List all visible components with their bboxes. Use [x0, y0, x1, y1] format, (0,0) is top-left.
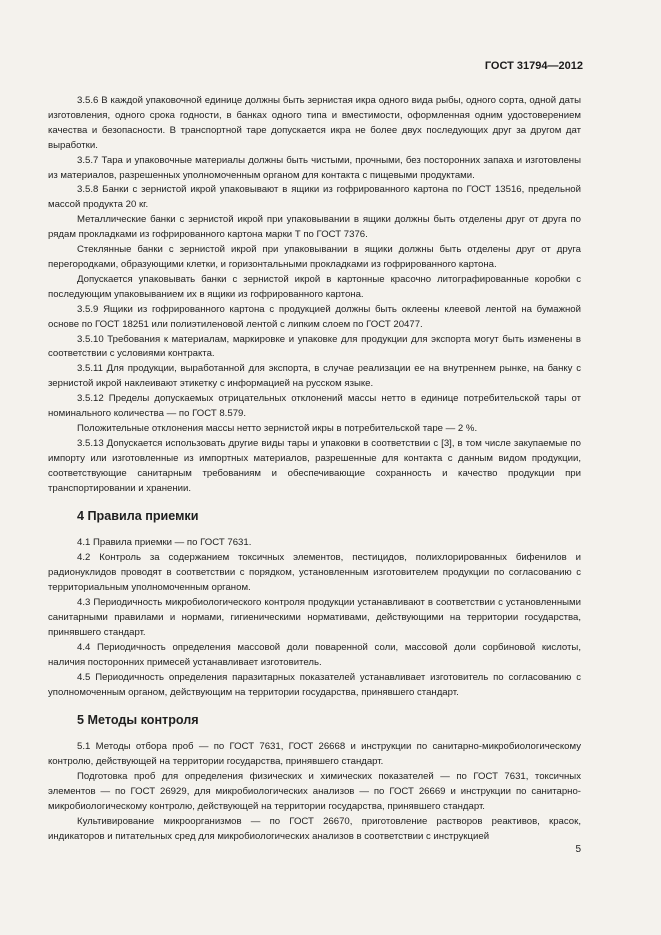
paragraph: 3.5.9 Ящики из гофрированного картона с продукцией должны быть оклеены клеевой лентой на бумажной основе по ГОСТ 18251 или полиэтиленовой лентой с липким слоем по ГОСТ 20477. [48, 303, 581, 330]
page-number: 5 [575, 844, 581, 855]
paragraph: 4.4 Периодичность определения массовой доли поваренной соли, массовой доли сорбиновой кислоты, наличия посторонних примесей устанавливает изготовитель. [48, 641, 581, 668]
section-packaging [48, 94, 581, 496]
standard-number: ГОСТ 31794—2012 [484, 60, 583, 72]
section-control-methods [48, 711, 581, 844]
paragraph: 5.1 Методы отбора проб — по ГОСТ 7631, ГОСТ 26668 и инструкции по санитарно-микробиологическому контролю, действующей на территории государства, принявшего стандарт. [48, 741, 581, 768]
paragraph: Допускается упаковывать банки с зернистой икрой в картонные красочно литографированные коробки с последующим упаковыванием их в ящики из гофрированного картона. [48, 273, 581, 300]
paragraph: 3.5.10 Требования к материалам, маркировке и упаковке для продукции для экспорта могут быть изменены в соответствии с условиями контракта. [48, 333, 581, 360]
section-heading: 5 Методы контроля [77, 713, 199, 728]
paragraph: 3.5.11 Для продукции, выработанной для экспорта, в случае реализации ее на внутреннем рынке, на банку с зернистой икрой наклеивают этикетку с информацией на русском языке. [48, 363, 581, 390]
paragraph: 3.5.12 Пределы допускаемых отрицательных отклонений массы нетто в единице потребительской тары от номинального количества — по ГОСТ 8.579. [48, 393, 581, 420]
document-body [48, 94, 581, 845]
paragraph: Металлические банки с зернистой икрой при упаковывании в ящики должны быть отделены друг от друга по рядам прокладками из гофрированного картона марки Т по ГОСТ 7376. [48, 214, 581, 241]
paragraph: Стеклянные банки с зернистой икрой при упаковывании в ящики должны быть отделены друг от друга перегородками, образующими клетки, и горизонтальными прокладками из гофрированного картона. [48, 244, 581, 270]
paragraph: 3.5.13 Допускается использовать другие виды тары и упаковки в соответствии с [3], в том числе закупаемые по импорту или изготовленные из импортных материалов, разрешенные для контакта с данным видом продукции, соответствующие санитарным требованиям и обеспечивающие сохранность и качество продукции при транспортировании и хранении. [48, 437, 581, 494]
paragraph: Подготовка проб для определения физических и химических показателей — по ГОСТ 7631, токсичных элементов — по ГОСТ 26929, для микробиологических анализов — по ГОСТ 26669 и инструкции по санитарно-микробиологическому контролю, действующей на территории государства, принявшего стандарт. [48, 771, 581, 813]
paragraph: 3.5.6 В каждой упаковочной единице должны быть зернистая икра одного вида рыбы, одного сорта, одной даты изготовления, одного срока годности, в банках одного типа и вместимости, оформленная одним удостоверением качества и безопасности. В транспортной таре допускается икра не более двух последующих друг за другом дат выработки. [48, 95, 581, 151]
section-heading: 4 Правила приемки [77, 509, 199, 524]
paragraph: Положительные отклонения массы нетто зернистой икры в потребительской таре — 2 %. [77, 422, 478, 434]
paragraph: 4.2 Контроль за содержанием токсичных элементов, пестицидов, полихлорированных бифенилов и радионуклидов проводят в соответствии с порядком, установленным изготовителем продукции по согласованию с территориальным уполномоченным органом. [48, 552, 581, 594]
paragraph: 3.5.8 Банки с зернистой икрой упаковывают в ящики из гофрированного картона по ГОСТ 13516, предельной массой продукта 20 кг. [48, 184, 581, 211]
paragraph: 3.5.7 Тара и упаковочные материалы должны быть чистыми, прочными, без посторонних запаха и изготовлены из материалов, разрешенных уполномоченным органом для контакта с пищевыми продуктами. [48, 154, 581, 181]
paragraph: 4.5 Периодичность определения паразитарных показателей устанавливает изготовитель по согласованию с уполномоченным органом, действующим на территории государства, принявшего стандарт. [48, 671, 581, 698]
paragraph: 4.3 Периодичность микробиологического контроля продукции устанавливают в соответствии с установленными санитарными правилами и нормами, гигиеническими нормативами, действующими на территории государства, принявшего стандарт. [48, 597, 581, 638]
paragraph: Культивирование микроорганизмов — по ГОСТ 26670, приготовление растворов реактивов, красок, индикаторов и питательных сред для микробиологических анализов в соответствии с инструкцией [48, 815, 581, 842]
section-acceptance-rules [48, 507, 581, 700]
paragraph: 4.1 Правила приемки — по ГОСТ 7631. [77, 537, 252, 549]
